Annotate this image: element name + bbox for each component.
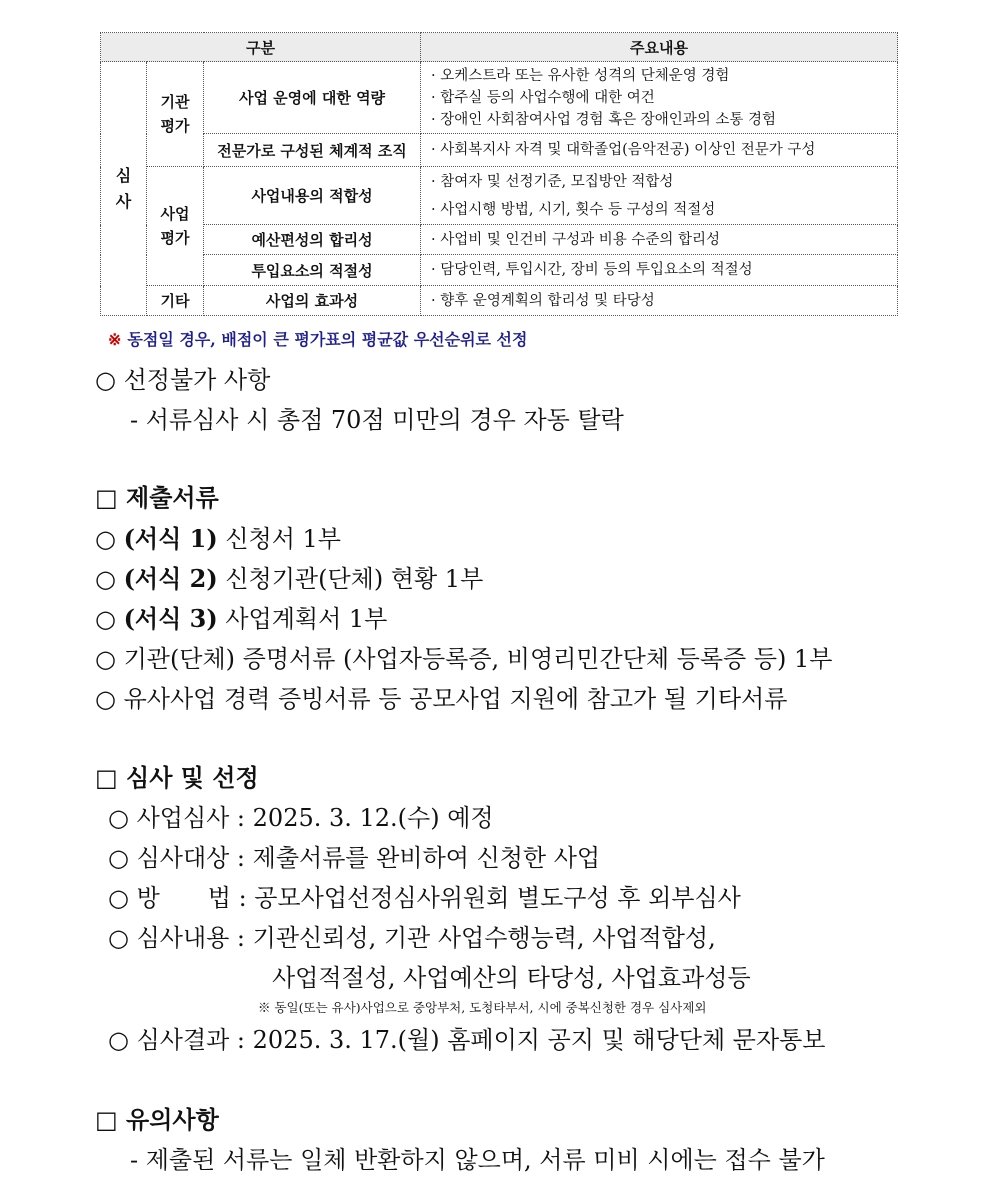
item-expert-organization: 전문가로 구성된 체계적 조직 xyxy=(204,134,421,167)
tie-breaker-note xyxy=(108,327,527,350)
item-content-suitability: 사업내용의 적합성 xyxy=(204,167,421,225)
caution-detail: - 제출된 서류는 일체 반환하지 않으며, 서류 미비 시에는 접수 불가 xyxy=(130,1146,825,1174)
item-operation-capacity: 사업 운영에 대한 역량 xyxy=(204,62,421,134)
item-content: · 담당인력, 투입시간, 장비 등의 투입요소의 적절성 xyxy=(421,255,898,286)
exclusion-title: ○ 선정불가 사항 xyxy=(95,366,271,394)
item-content: · 참여자 및 선정기준, 모집방안 적합성 · 사업시행 방법, 시기, 횟수 등 구성의 적절성 xyxy=(421,167,898,225)
document-item: ○ (서식 2) 신청기관(단체) 현황 1부 xyxy=(95,564,484,593)
group-label-institution: 기관 평가 xyxy=(147,62,204,167)
note-mark: ※ xyxy=(108,330,122,349)
evaluation-table xyxy=(100,32,898,316)
documents-heading: □ 제출서류 xyxy=(95,483,219,512)
review-target: ○ 심사대상 : 제출서류를 완비하여 신청한 사업 xyxy=(108,844,601,872)
item-content: · 사업비 및 인건비 구성과 비용 수준의 합리성 xyxy=(421,225,898,255)
header-content: 주요내용 xyxy=(421,33,898,62)
document-item: ○ 유사사업 경력 증빙서류 등 공모사업 지원에 참고가 될 기타서류 xyxy=(95,685,788,713)
item-content: · 사회복지사 자격 및 대학졸업(음악전공) 이상인 전문가 구성 xyxy=(421,134,898,167)
item-content: · 오케스트라 또는 유사한 성격의 단체운영 경험 · 합주실 등의 사업수행에 대한 여건 · 장애인 사회참여사업 경험 혹은 장애인과의 소통 경험 xyxy=(421,62,898,134)
item-input-appropriateness: 투입요소의 적절성 xyxy=(204,255,421,286)
review-heading: □ 심사 및 선정 xyxy=(95,763,259,792)
document-item: ○ 기관(단체) 증명서류 (사업자등록증, 비영리민간단체 등록증 등) 1부 xyxy=(95,645,833,673)
document-item: ○ (서식 1) 신청서 1부 xyxy=(95,524,341,553)
note-text: 동점일 경우, 배점이 큰 평가표의 평균값 우선순위로 선정 xyxy=(127,330,528,349)
review-method: ○ 방 법 : 공모사업선정심사위원회 별도구성 후 외부심사 xyxy=(108,884,741,912)
item-content: · 향후 운영계획의 합리성 및 타당성 xyxy=(421,286,898,316)
caution-heading: □ 유의사항 xyxy=(95,1105,219,1134)
review-content: ○ 심사내용 : 기관신뢰성, 기관 사업수행능력, 사업적합성, xyxy=(108,924,716,952)
exclusion-detail: - 서류심사 시 총점 70점 미만의 경우 자동 탈락 xyxy=(130,406,624,434)
review-side-label: 심 사 xyxy=(101,62,147,316)
review-schedule: ○ 사업심사 : 2025. 3. 12.(수) 예정 xyxy=(108,804,494,832)
item-budget-rationality: 예산편성의 합리성 xyxy=(204,225,421,255)
header-category: 구분 xyxy=(101,33,421,62)
document-item: ○ (서식 3) 사업계획서 1부 xyxy=(95,604,388,633)
review-result: ○ 심사결과 : 2025. 3. 17.(월) 홈페이지 공지 및 해당단체 문자통보 xyxy=(108,1026,826,1054)
duplicate-note: ※ 동일(또는 유사)사업으로 중앙부처, 도청타부서, 시에 중복신청한 경우 심사제외 xyxy=(258,1000,707,1015)
review-content-cont: 사업적절성, 사업예산의 타당성, 사업효과성등 xyxy=(272,964,751,992)
item-effectiveness: 사업의 효과성 xyxy=(204,286,421,316)
group-label-project: 사업 평가 xyxy=(147,167,204,286)
group-label-etc: 기타 xyxy=(147,286,204,316)
